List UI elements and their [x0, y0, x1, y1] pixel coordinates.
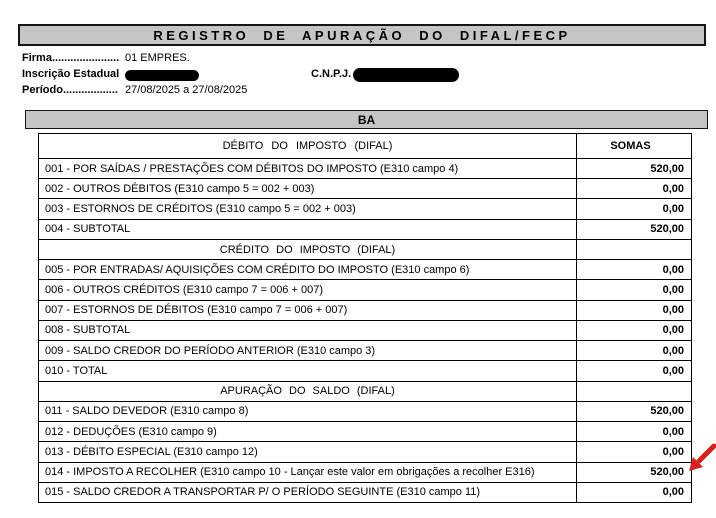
row-label: 010 - TOTAL — [39, 361, 577, 380]
row-label: 004 - SUBTOTAL — [39, 220, 577, 239]
row-label: 005 - POR ENTRADAS/ AQUISIÇÕES COM CRÉDITO DO IMPOSTO (E310 campo 6) — [39, 260, 577, 279]
table-row — [39, 360, 691, 380]
row-value: 0,00 — [662, 263, 684, 276]
row-label: 011 - SALDO DEVEDOR (E310 campo 8) — [39, 402, 577, 421]
row-value: 0,00 — [662, 486, 684, 499]
periodo-label: Período.................. — [22, 84, 118, 96]
company-info-block — [22, 51, 694, 99]
row-label: 009 - SALDO CREDOR DO PERÍODO ANTERIOR (E310 campo 3) — [39, 341, 577, 360]
row-label: 008 - SUBTOTAL — [39, 321, 577, 340]
table-row — [39, 421, 691, 441]
periodo-value: 27/08/2025 a 27/08/2025 — [125, 84, 248, 96]
row-value: 0,00 — [662, 182, 684, 195]
row-value: 520,00 — [650, 405, 684, 418]
firma-value: 01 EMPRES. — [125, 52, 190, 64]
difal-table — [38, 133, 692, 503]
row-value: 0,00 — [662, 425, 684, 438]
red-arrow-icon — [686, 442, 716, 476]
row-label: 001 - POR SAÍDAS / PRESTAÇÕES COM DÉBITOS DO IMPOSTO (E310 campo 4) — [39, 159, 577, 178]
row-label: 006 - OUTROS CRÉDITOS (E310 campo 7 = 006 + 007) — [39, 280, 577, 299]
table-row — [39, 340, 691, 360]
firma-label: Firma...................... — [22, 52, 120, 64]
table-row — [39, 259, 691, 279]
table-header-row — [39, 134, 691, 158]
report-title-bar — [18, 24, 706, 46]
row-value: 0,00 — [662, 344, 684, 357]
row-value: 520,00 — [650, 466, 684, 479]
state-header: BA — [357, 112, 376, 127]
section-title: CRÉDITO DO IMPOSTO (DIFAL) — [39, 240, 577, 259]
row-label: 012 - DEDUÇÕES (E310 campo 9) — [39, 422, 577, 441]
table-row — [39, 300, 691, 320]
section-title: APURAÇÃO DO SALDO (DIFAL) — [39, 382, 577, 401]
row-label: 015 - SALDO CREDOR A TRANSPORTAR P/ O PERÍODO SEGUINTE (E310 campo 11) — [39, 483, 577, 502]
table-row — [39, 482, 691, 502]
table-row — [39, 401, 691, 421]
row-label: 013 - DÉBITO ESPECIAL (E310 campo 12) — [39, 442, 577, 461]
row-label: 002 - OUTROS DÉBITOS (E310 campo 5 = 002 + 003) — [39, 179, 577, 198]
section-row — [39, 381, 691, 401]
row-value: 0,00 — [662, 364, 684, 377]
table-row — [39, 320, 691, 340]
section-row — [39, 239, 691, 259]
table-row — [39, 158, 691, 178]
table-row — [39, 279, 691, 299]
inscricao-estadual-redacted-value — [125, 70, 199, 81]
row-label: 007 - ESTORNOS DE DÉBITOS (E310 campo 7 = 006 + 007) — [39, 301, 577, 320]
row-value — [577, 382, 691, 401]
row-value: 0,00 — [662, 203, 684, 216]
table-row — [39, 198, 691, 218]
report-title: REGISTRO DE APURAÇÃO DO DIFAL/FECP — [153, 27, 571, 43]
table-header-left: DÉBITO DO IMPOSTO (DIFAL) — [39, 134, 577, 158]
cnpj-redacted-value — [353, 68, 459, 82]
periodo-line — [22, 83, 694, 99]
table-header-somas: SOMAS — [610, 140, 651, 152]
cnpj-label: C.N.P.J. — [311, 68, 352, 80]
table-row — [39, 219, 691, 239]
state-header-bar — [25, 110, 708, 129]
inscricao-estadual-label: Inscrição Estadual — [22, 68, 120, 80]
row-value: 520,00 — [650, 223, 684, 236]
table-row — [39, 462, 691, 482]
row-label: 003 - ESTORNOS DE CRÉDITOS (E310 campo 5 = 002 + 003) — [39, 199, 577, 218]
inscricao-cnpj-line — [22, 67, 694, 83]
row-value — [577, 240, 691, 259]
table-row — [39, 178, 691, 198]
row-value: 520,00 — [650, 162, 684, 175]
row-label: 014 - IMPOSTO A RECOLHER (E310 campo 10 - Lançar este valor em obrigações a recolher E316) — [39, 463, 577, 482]
firma-line — [22, 51, 694, 67]
row-value: 0,00 — [662, 445, 684, 458]
row-value: 0,00 — [662, 304, 684, 317]
row-value: 0,00 — [662, 284, 684, 297]
table-row — [39, 441, 691, 461]
row-value: 0,00 — [662, 324, 684, 337]
